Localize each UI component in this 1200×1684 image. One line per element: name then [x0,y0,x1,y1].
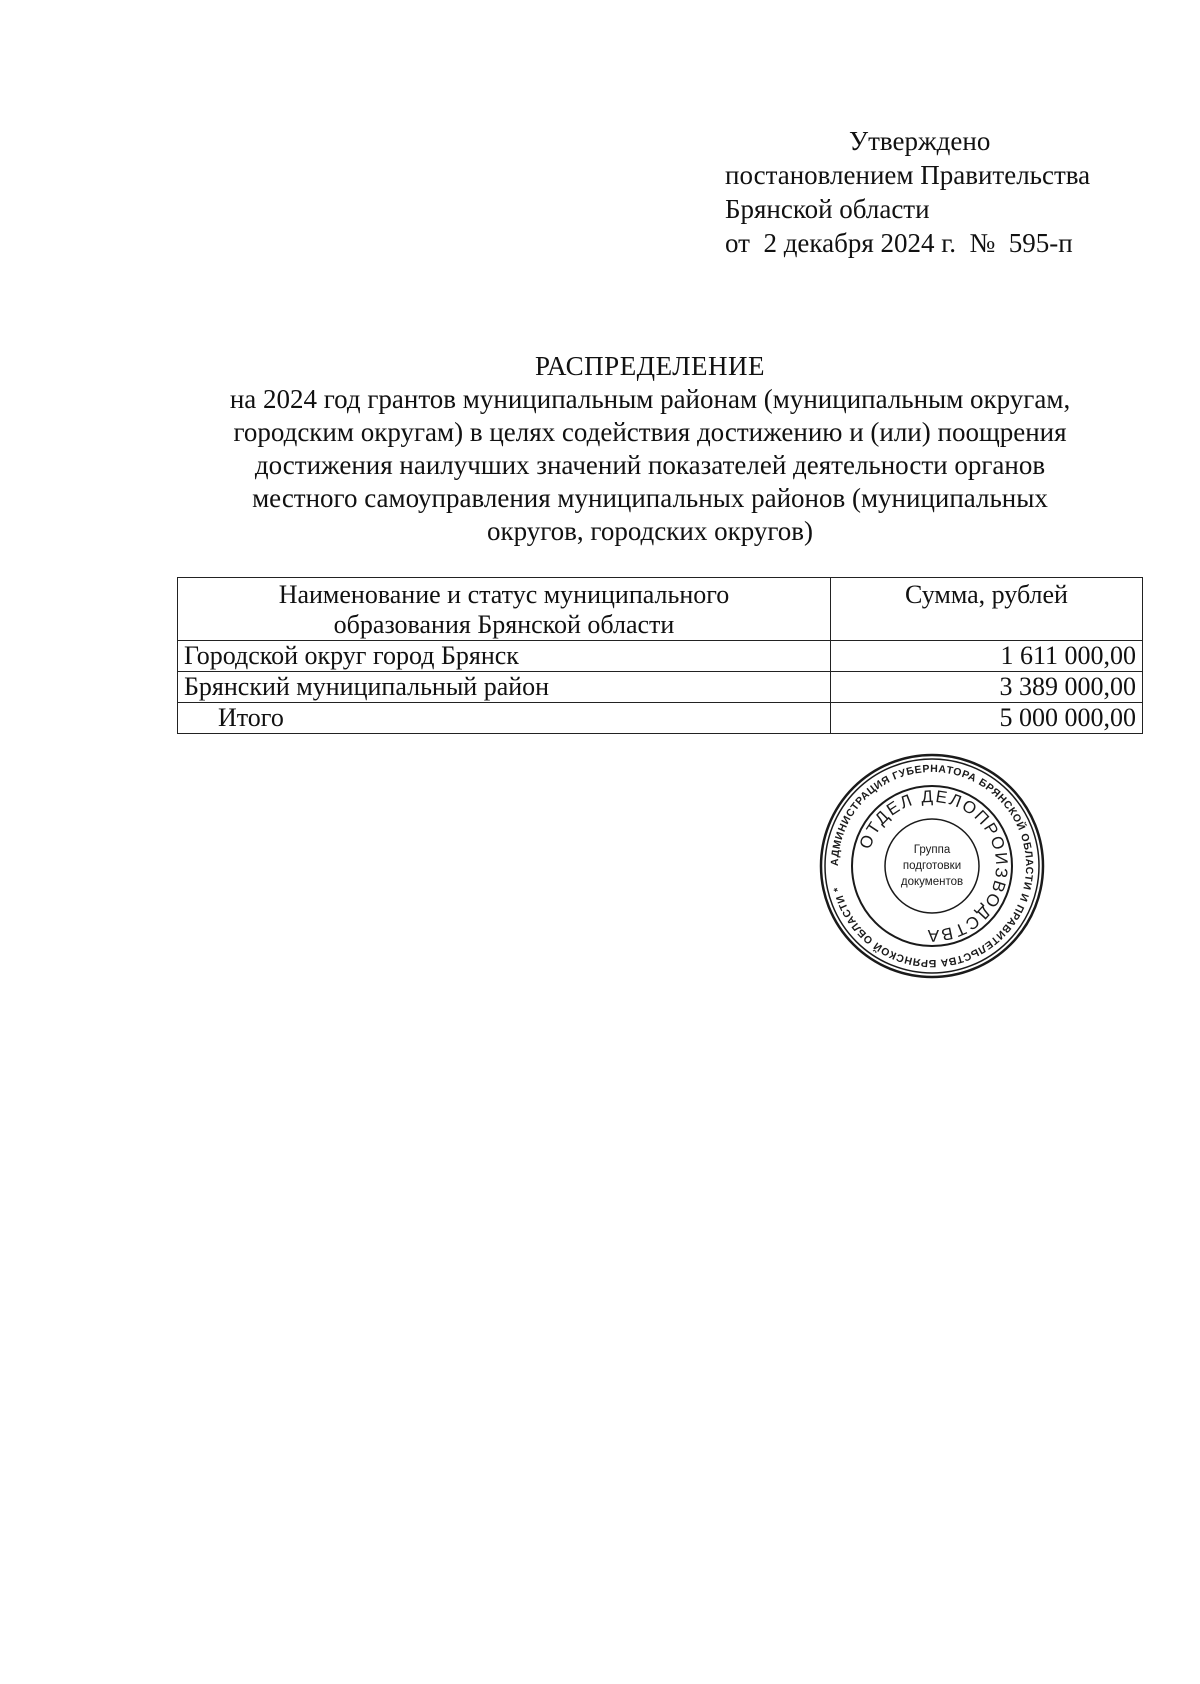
table-header-row [178,578,1143,641]
approval-block [725,124,1090,260]
column-header-name-line: образования Брянской области [333,610,675,639]
municipality-name: Брянский муниципальный район [178,672,831,703]
title-heading: РАСПРЕДЕЛЕНИЕ [534,351,766,381]
table-row [178,641,1143,672]
column-header-name [178,578,831,641]
grant-sum: 1 611 000,00 [831,641,1143,672]
stamp-center-line: документов [900,876,964,888]
stamp-seal-icon [818,752,1046,980]
office-stamp [818,752,1046,980]
title-line: местного самоуправления муниципальных районов (муниципальных [252,483,1048,513]
stamp-center-line: подготовки [902,860,962,872]
column-header-sum: Сумма, рублей [831,578,1143,641]
municipality-name: Городской округ город Брянск [178,641,831,672]
title-line: городским округам) в целях содействия достижению и (или) поощрения [233,417,1067,447]
stamp-inner-text: ОТДЕЛ ДЕЛОПРОИЗВОДСТВА [855,786,1012,946]
total-row [178,703,1143,734]
approval-line: постановлением Правительства [725,160,1091,190]
grants-table [177,577,1143,734]
title-line: округов, городских округов) [487,516,813,546]
document-title [150,350,1150,548]
grant-sum: 3 389 000,00 [831,672,1143,703]
total-sum: 5 000 000,00 [831,703,1143,734]
title-line: на 2024 год грантов муниципальным районам (муниципальным округам, [229,384,1071,414]
stamp-center-line: Группа [913,844,951,856]
approval-date-number: от 2 декабря 2024 г. № 595-п [725,228,1073,258]
column-header-name-line: Наименование и статус муниципального [278,580,730,609]
total-label: Итого [178,703,831,734]
table-row [178,672,1143,703]
title-line: достижения наилучших значений показателей деятельности органов [254,450,1046,480]
approval-line: Брянской области [725,194,930,224]
stamp-outer-text: АДМИНИСТРАЦИЯ ГУБЕРНАТОРА БРЯНСКОЙ ОБЛАСТИ И ПРАВИТЕЛЬСТВА БРЯНСКОЙ ОБЛАСТИ * [828,762,1036,970]
approval-line: Утверждено [849,126,991,156]
